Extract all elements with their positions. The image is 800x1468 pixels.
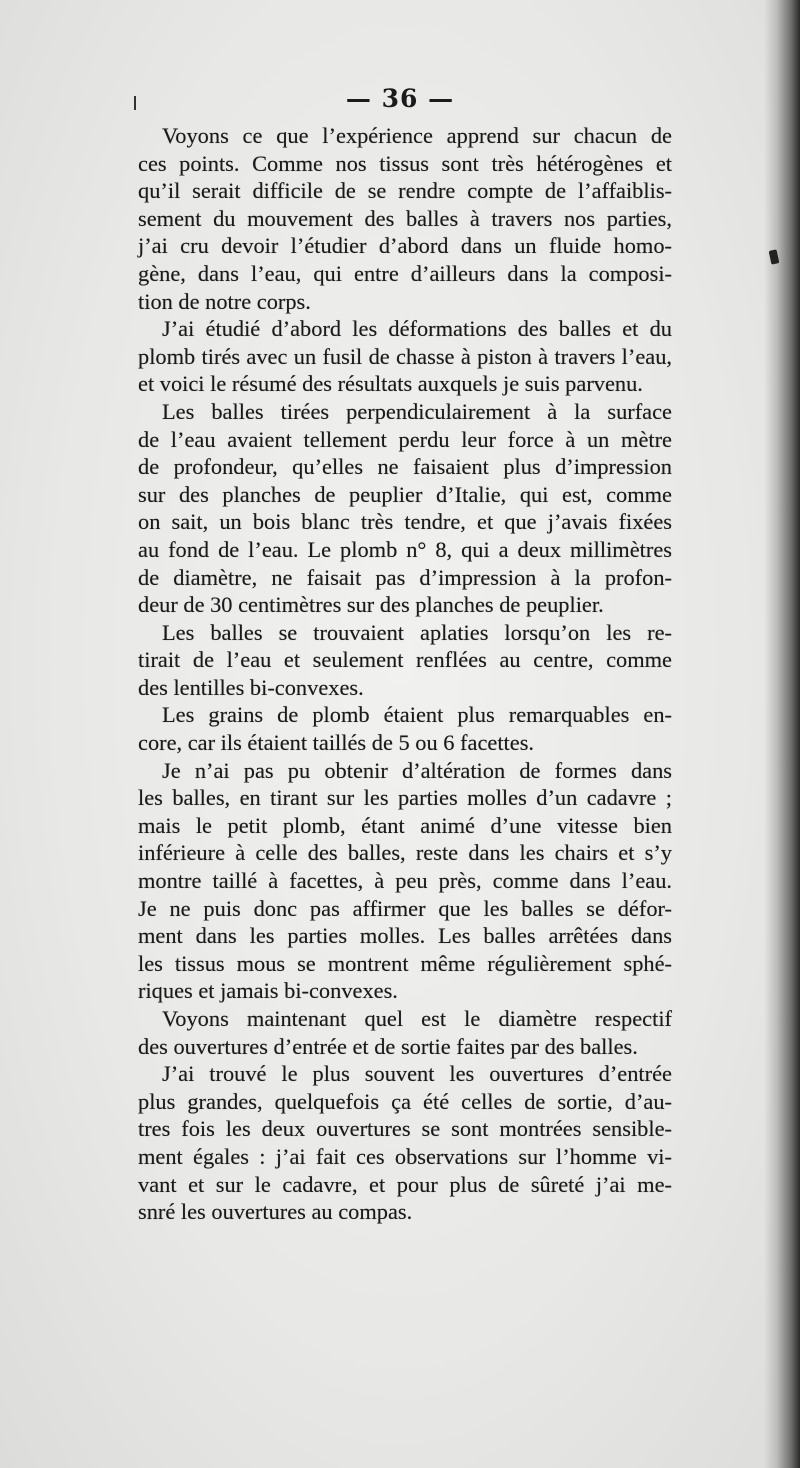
- text-line: on sait, un bois blanc très tendre, et que j’avais fixées: [138, 509, 672, 535]
- text-line: gène, dans l’eau, qui entre d’ailleurs dans la composi-: [138, 260, 672, 286]
- text-line: tirait de l’eau et seulement renflées au centre, comme: [138, 647, 672, 673]
- text-line: et voici le résumé des résultats auxquels je suis parvenu.: [138, 371, 643, 397]
- text-line: plomb tirés avec un fusil de chasse à piston à travers l’eau,: [138, 343, 672, 369]
- text-line: tres fois les deux ouvertures se sont montrées sensible-: [138, 1116, 672, 1142]
- text-line: des ouvertures d’entrée et de sortie faites par des balles.: [138, 1033, 638, 1059]
- text-line: plus grandes, quelquefois ça été celles de sortie, d’au-: [138, 1088, 672, 1114]
- text-line: ces points. Comme nos tissus sont très hétérogènes et: [138, 150, 672, 176]
- book-spine-shadow: [764, 0, 800, 1468]
- text-line: les tissus mous se montrent même régulièrement sphé-: [138, 950, 672, 976]
- text-line: des lentilles bi-convexes.: [138, 674, 364, 700]
- text-line: j’ai cru devoir l’étudier d’abord dans un fluide homo-: [138, 233, 672, 259]
- text-line: J’ai trouvé le plus souvent les ouvertures d’entrée: [162, 1061, 672, 1087]
- text-line: core, car ils étaient taillés de 5 ou 6 facettes.: [138, 730, 535, 756]
- text-line: tion de notre corps.: [138, 288, 311, 314]
- text-line: ment égales : j’ai fait ces observations sur l’homme vi-: [138, 1143, 672, 1169]
- text-line: vant et sur le cadavre, et pour plus de sûreté j’ai me-: [138, 1171, 672, 1197]
- text-line: riques et jamais bi-convexes.: [138, 978, 398, 1004]
- text-line: de l’eau avaient tellement perdu leur force à un mètre: [138, 426, 672, 452]
- text-line: Les balles tirées perpendiculairement à la surface: [162, 398, 672, 424]
- text-line: deur de 30 centimètres sur des planches de peuplier.: [138, 592, 604, 618]
- text-line: J’ai étudié d’abord les déformations des balles et du: [162, 316, 672, 342]
- text-line: de profondeur, qu’elles ne faisaient plus d’impression: [138, 454, 672, 480]
- body-text: [138, 122, 672, 1226]
- text-line: ment dans les parties molles. Les balles arrêtées dans: [138, 923, 672, 949]
- text-line: snré les ouvertures au compas.: [138, 1199, 413, 1225]
- text-line: qu’il serait difficile de se rendre compte de l’affaiblis-: [138, 178, 672, 204]
- page-number: — 36 —: [345, 84, 455, 113]
- text-line: de diamètre, ne faisait pas d’impression à la profon-: [138, 564, 672, 590]
- text-line: les balles, en tirant sur les parties molles d’un cadavre ;: [138, 785, 672, 811]
- text-line: Voyons maintenant quel est le diamètre respectif: [162, 1006, 672, 1031]
- text-line: au fond de l’eau. Le plomb n° 8, qui a deux millimètres: [138, 536, 672, 562]
- text-line: Les grains de plomb étaient plus remarquables en-: [162, 702, 672, 728]
- text-line: sement du mouvement des balles à travers nos parties,: [138, 205, 672, 231]
- text-line: Je ne puis donc pas affirmer que les balles se défor-: [138, 895, 672, 921]
- text-line: sur des planches de peuplier d’Italie, qui est, comme: [138, 481, 672, 507]
- text-line: inférieure à celle des balles, reste dans les chairs et s’y: [138, 840, 672, 866]
- text-line: Les balles se trouvaient aplaties lorsqu’on les re-: [162, 619, 672, 645]
- text-line: mais le petit plomb, étant animé d’une vitesse bien: [138, 812, 672, 838]
- text-line: Voyons ce que l’expérience apprend sur chacun de: [162, 123, 672, 148]
- text-line: Je n’ai pas pu obtenir d’altération de formes dans: [162, 757, 672, 783]
- text-line: montre taillé à facettes, à peu près, comme dans l’eau.: [138, 868, 672, 894]
